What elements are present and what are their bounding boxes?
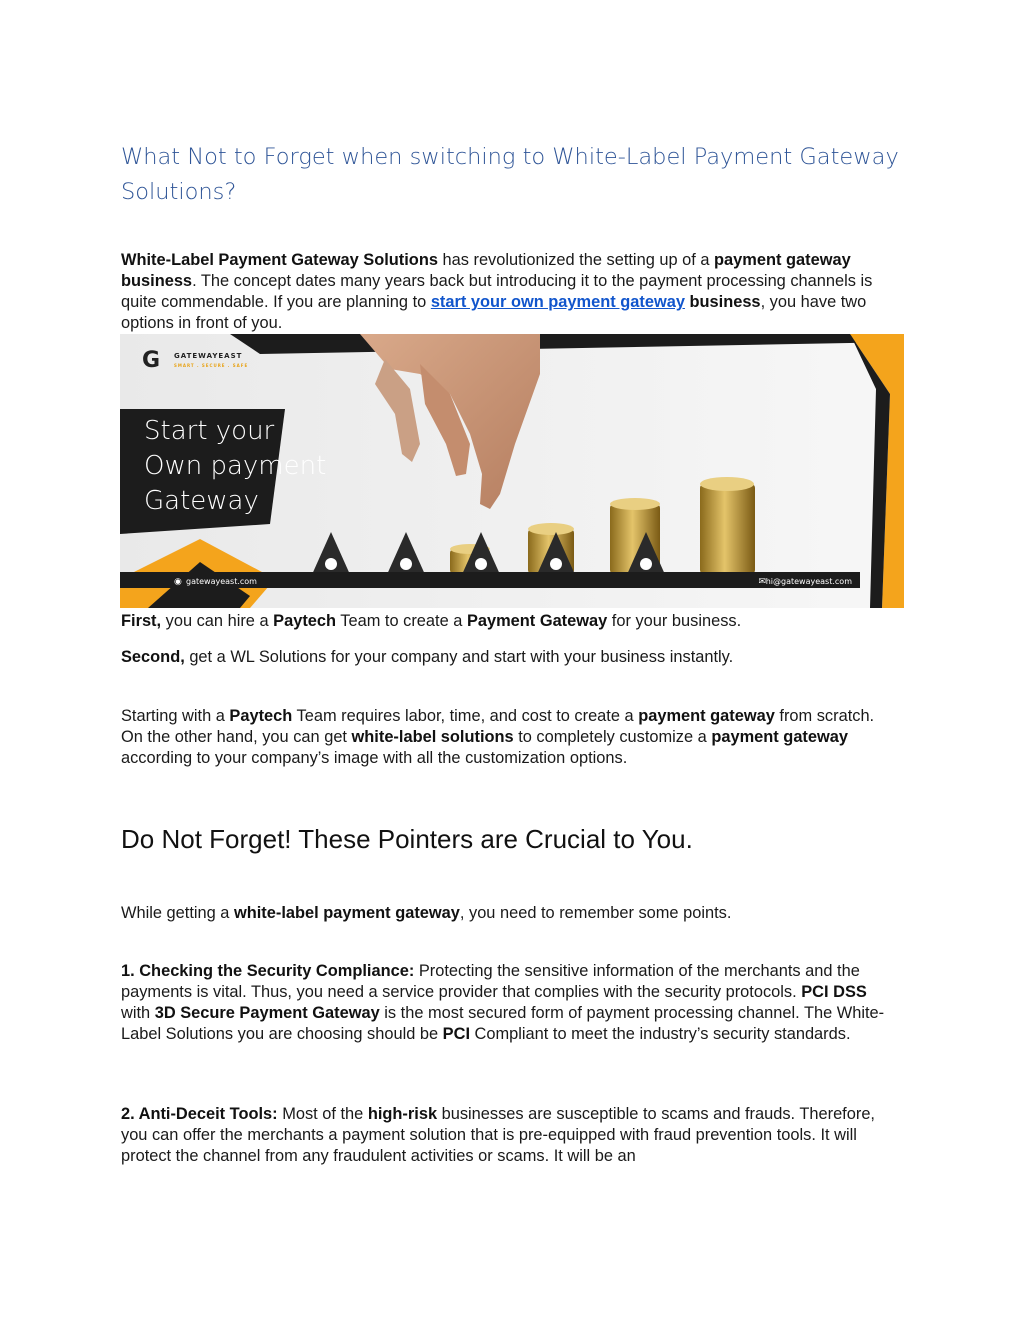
starting-text-1: Starting with a [121, 707, 230, 725]
banner-headline [144, 414, 326, 519]
banner-headline-line-3: Gateway [144, 486, 259, 516]
section-heading: Do Not Forget! These Pointers are Crucial to You. [121, 824, 693, 854]
first-option-paragraph [121, 611, 891, 632]
point1-text-4: Compliant to meet the industry’s security standards. [470, 1025, 851, 1043]
start-gateway-banner [120, 334, 904, 608]
brand-mark: G [142, 348, 161, 373]
starting-paragraph [121, 706, 891, 769]
starting-text-3: from scratch. On the other hand, you can get [121, 707, 875, 746]
banner-headline-line-1: Start your [144, 416, 275, 446]
point-anti-deceit-tools [121, 1104, 891, 1167]
while-bold-1: white-label payment gateway [233, 904, 460, 922]
while-paragraph [121, 903, 891, 924]
page-title: What Not to Forget when switching to White-Label Payment Gateway Solutions? [121, 144, 899, 205]
globe-icon: ◉ [174, 576, 182, 586]
first-bold-3: Payment Gateway [466, 612, 608, 630]
point1-text-2: with [121, 1004, 155, 1022]
point1-text-1: Protecting the sensitive information of the merchants and the payments is vital. Thus, you need a service provider that complies with the security protocols. [121, 962, 860, 1001]
starting-bold-1: Paytech [229, 707, 293, 725]
second-text-1: get a WL Solutions for your company and start with your business instantly. [184, 648, 734, 666]
banner-website: gatewayeast.com [186, 577, 257, 586]
intro-bold-1: White-Label Payment Gateway Solutions [121, 251, 438, 269]
point1-text-3: is the most secured form of payment processing channel. The White-Label Solutions you are choosing should be [121, 1004, 885, 1043]
brand-tagline: SMART . SECURE . SAFE [174, 363, 249, 368]
point1-bold-3: 3D Secure Payment Gateway [154, 1004, 380, 1022]
first-text-2: Team to create a [336, 612, 467, 630]
starting-bold-3: white-label solutions [351, 728, 514, 746]
point2-text-1: Most of the [277, 1105, 368, 1123]
mail-icon: ✉ [758, 576, 766, 586]
intro-text-4: , you have two options in front of you. [121, 293, 867, 332]
brand-logo [142, 348, 248, 374]
intro-paragraph [121, 250, 891, 334]
while-text-2: , you need to remember some points. [459, 904, 732, 922]
intro-bold-3: business [689, 293, 761, 311]
first-bold-2: Paytech [273, 612, 337, 630]
point1-bold-4: PCI [442, 1025, 470, 1043]
intro-bold-2: payment gateway business [121, 251, 851, 290]
second-option-paragraph [121, 647, 891, 668]
point2-bold-2: high-risk [367, 1105, 438, 1123]
first-text-1: you can hire a [161, 612, 274, 630]
starting-bold-4: payment gateway [711, 728, 848, 746]
starting-bold-2: payment gateway [638, 707, 775, 725]
while-text-1: While getting a [121, 904, 234, 922]
point2-text-2: businesses are susceptible to scams and frauds. Therefore, you can offer the merchants a payment solution that is pre-equipped with fraud prevention tools. It will protect the channel from any fraudulent activities or scams. It will be an [121, 1105, 875, 1165]
first-bold-1: First, [121, 612, 162, 630]
start-own-gateway-link[interactable]: start your own payment gateway [430, 293, 685, 311]
intro-text-1: has revolutionized the setting up of a [437, 251, 715, 269]
point1-bold-1: 1. Checking the Security Compliance: [121, 962, 415, 980]
point-security-compliance [121, 961, 891, 1045]
banner-headline-line-2: Own payment [144, 451, 327, 481]
intro-text-2: . The concept dates many years back but introducing it to the payment processing channels is quite commendable. If you are planning to [121, 272, 873, 311]
starting-text-4: to completely customize a [513, 728, 712, 746]
starting-text-5: according to your company’s image with all the customization options. [121, 749, 628, 767]
point2-bold-1: 2. Anti-Deceit Tools: [121, 1105, 278, 1123]
banner-email: hi@gatewayeast.com [765, 577, 852, 586]
first-text-3: for your business. [607, 612, 742, 630]
brand-name: GATEWAYEAST [174, 352, 243, 360]
starting-text-2: Team requires labor, time, and cost to create a [292, 707, 639, 725]
second-bold-1: Second, [121, 648, 185, 666]
point1-bold-2: PCI DSS [801, 983, 867, 1001]
